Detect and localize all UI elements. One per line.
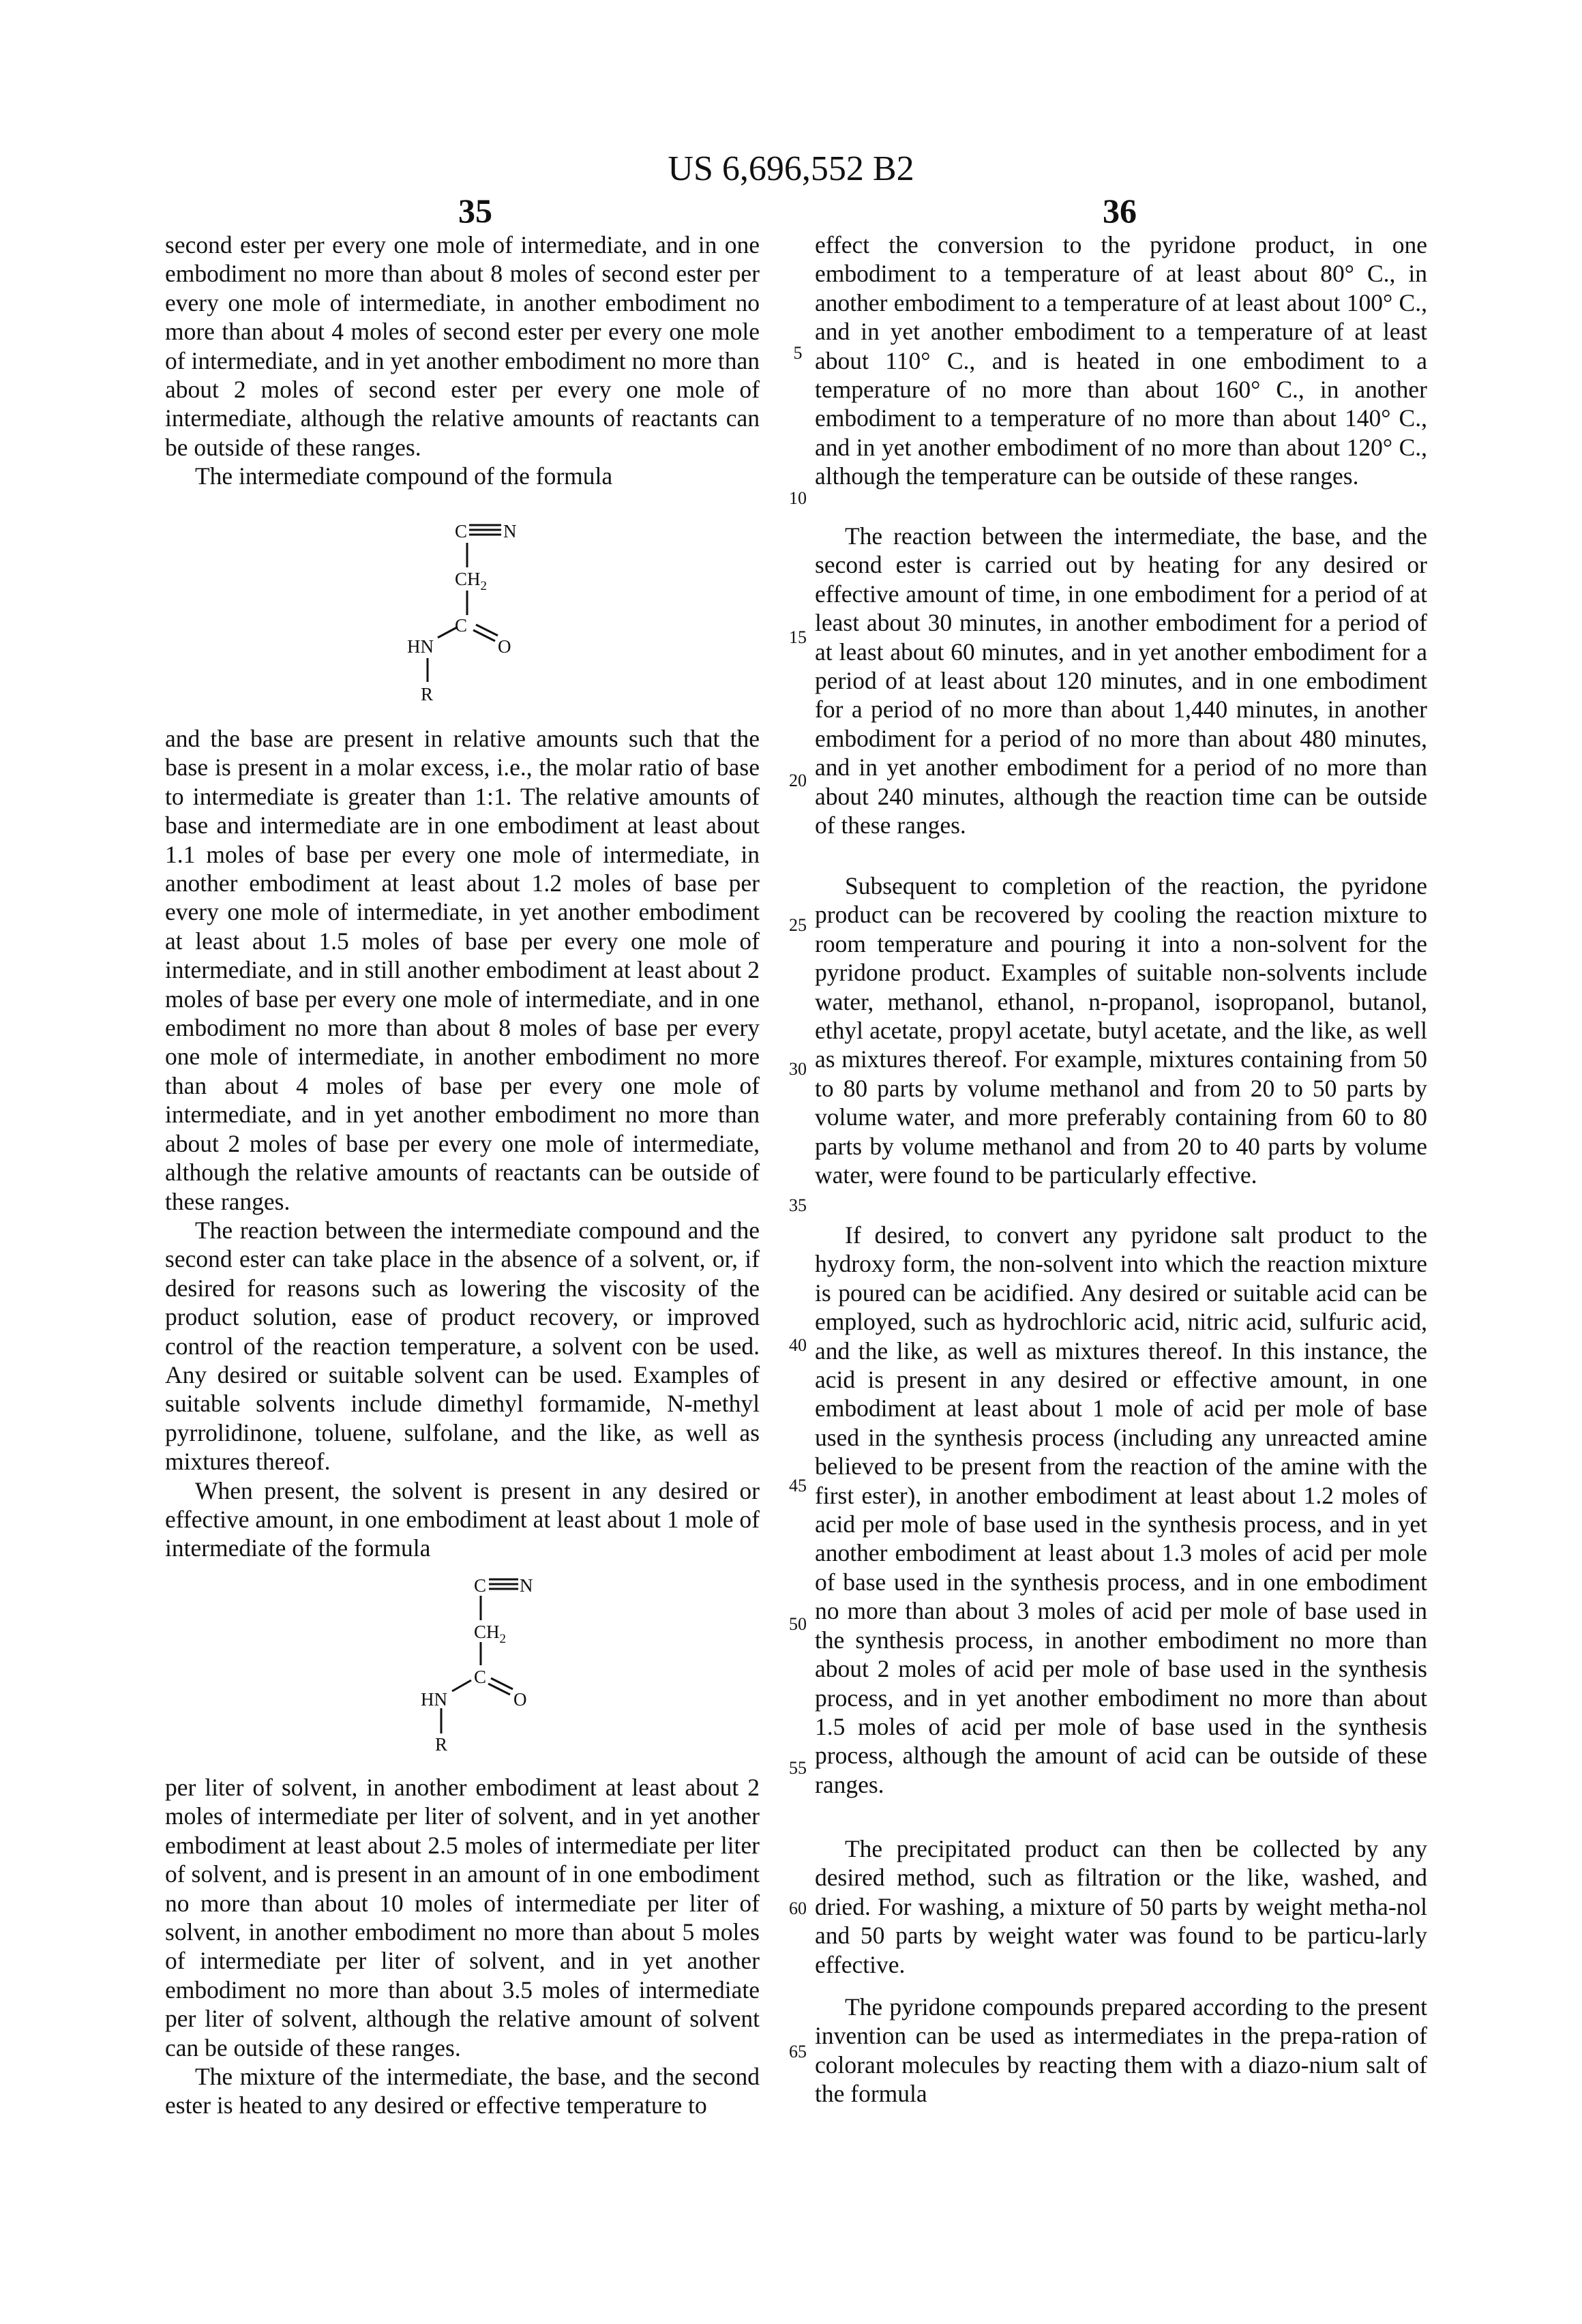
column-number-right: 36 xyxy=(1103,192,1137,230)
line-number: 30 xyxy=(789,1059,807,1079)
paragraph: The pyridone compounds prepared according to the present invention can be used as intermediates in the prepa-ration of colorant molecules by reacting them with a diazo-nium salt of the formula xyxy=(815,1993,1427,2108)
atom-label: C xyxy=(455,521,468,541)
line-number: 20 xyxy=(789,771,807,790)
atom-label: $CH_2$ xyxy=(474,1622,507,1646)
chemical-structure-intermediate-2 xyxy=(382,1528,600,1753)
line-number: 45 xyxy=(789,1476,807,1495)
line-number: 60 xyxy=(789,1898,807,1918)
line-number: 10 xyxy=(789,488,807,508)
atom-label: R xyxy=(421,684,434,704)
atom-label: O xyxy=(498,636,511,657)
atom-label: C xyxy=(455,615,468,636)
right-paragraph-6 xyxy=(815,1993,1427,2109)
atom-label: HN xyxy=(407,636,434,657)
patent-number: US 6,696,552 B2 xyxy=(668,149,914,188)
atom-label: N xyxy=(520,1575,533,1596)
line-number: 5 xyxy=(793,343,803,363)
line-number: 35 xyxy=(789,1195,807,1215)
line-number: 50 xyxy=(789,1614,807,1634)
atom-label: C xyxy=(474,1575,487,1596)
paragraph: The precipitated product can then be collected by any desired method, such as filtration or the like, washed, and dried. For washing, a mixture of 50 parts by weight metha-nol and 50 parts by weight water was found to be particu-larly effective. xyxy=(815,1835,1427,1978)
line-number: 25 xyxy=(789,915,807,935)
paragraph: The intermediate compound of the formula xyxy=(195,462,613,490)
line-number: 65 xyxy=(789,2042,807,2061)
chemical-structure-intermediate-1 xyxy=(382,491,600,716)
line-number: 55 xyxy=(789,1758,807,1778)
right-paragraph-1 xyxy=(815,230,1427,491)
paragraph: effect the conversion to the pyridone product, in one embodiment to a temperature of at least about 80° C., in another embodiment to a temperature of at least about 100° C., and in yet another embodiment to a temperature of at least about 110° C., and is heated in one embodiment to a temperature of no more than about 160° C., in another embodiment to a temperature of no more than about 140° C., and in yet another embodiment of no more than about 120° C., although the temperature can be outside of these ranges. xyxy=(815,231,1427,490)
left-text-block-3 xyxy=(165,1773,760,2120)
left-text-block-1 xyxy=(165,230,760,491)
right-paragraph-2 xyxy=(815,522,1427,839)
left-text-block-2 xyxy=(165,724,760,1563)
atom-label: O xyxy=(513,1689,527,1710)
paragraph: per liter of solvent, in another embodiment at least about 2 moles of intermediate per liter of solvent, and in yet another embodiment at least about 2.5 moles of intermediate per liter of solvent, and is present in an amount of in one embodiment no more than about 10 moles of intermediate per liter of solvent, in another embodiment no more than about 5 moles of intermediate per liter of solvent, and in yet another embodiment no more than about 3.5 moles of intermediate per liter of solvent, although the relative amount of solvent can be outside of these ranges. xyxy=(165,1774,760,2061)
paragraph: If desired, to convert any pyridone salt product to the hydroxy form, the non-solvent into which the reaction mixture is poured can be acidified. Any desired or suitable acid can be employed, such as hydrochloric acid, nitric acid, sulfuric acid, and the like, as well as mixtures thereof. In this instance, the acid is present in any desired or effective amount, in one embodiment at least about 1 mole of acid per mole of base used in the synthesis process (including any unreacted amine believed to be present from the reaction of the amine with the first ester), in another embodiment at least about 1.2 moles of acid per mole of base used in the synthesis process, and in yet another embodiment at least about 1.3 moles of acid per mole of base used in the synthesis process, and in one embodiment no more than about 3 moles of acid per mole of base used in the synthesis process, in another embodiment no more than about 2 moles of acid per mole of base used in the synthesis process, and in yet another embodiment no more than about 1.5 moles of acid per mole of base used in the synthesis process, although the amount of acid can be outside of these ranges. xyxy=(815,1221,1427,1798)
paragraph: The reaction between the intermediate, the base, and the second ester is carried out by heating for any desired or effective amount of time, in one embodiment for a period of at least about 30 minutes, in another embodiment for a period of at least about 60 minutes, and in yet another embodiment for a period of at least about 120 minutes, and in one embodiment for a period of no more than about 1,440 minutes, in another embodiment for a period of no more than about 480 minutes, and in yet another embodiment for a period of no more than about 240 minutes, although the reaction time can be outside of these ranges. xyxy=(815,522,1427,839)
atom-label: C xyxy=(474,1667,487,1687)
atom-label: HN xyxy=(421,1689,447,1710)
atom-label: N xyxy=(503,521,517,541)
right-paragraph-5 xyxy=(815,1834,1427,1979)
right-paragraph-4 xyxy=(815,1221,1427,1799)
paragraph: second ester per every one mole of intermediate, and in one embodiment no more than about 8 moles of second ester per every one mole of intermediate, in another embodiment no more than about 4 moles of second ester per every one mole of intermediate, and in yet another embodiment no more than about 2 moles of second ester per every one mole of intermediate, although the relative amounts of reactants can be outside of these ranges. xyxy=(165,231,760,461)
paragraph: The mixture of the intermediate, the base, and the second ester is heated to any desired or effective temperature to xyxy=(165,2063,760,2119)
paragraph: The reaction between the intermediate compound and the second ester can take place in the absence of a solvent, or, if desired for reasons such as lowering the viscosity of the product solution, ease of product recovery, or improved control of the reaction temperature, a solvent con be used. Any desired or suitable solvent can be used. Examples of suitable solvents include dimethyl formamide, N-methyl pyrrolidinone, toluene, sulfolane, and the like, as well as mixtures thereof. xyxy=(165,1216,760,1476)
column-number-left: 35 xyxy=(458,192,492,230)
line-number: 15 xyxy=(789,627,807,647)
paragraph: and the base are present in relative amounts such that the base is present in a molar excess, i.e., the molar ratio of base to intermediate is greater than 1:1. The relative amounts of base and intermediate are in one embodiment at least about 1.1 moles of base per every one mole of intermediate, in another embodiment at least about 1.2 moles of base per every one mole of intermediate, in yet another embodiment at least about 1.5 moles of base per every one mole of intermediate, and in still another embodiment at least about 2 moles of base per every one mole of intermediate, and in one embodiment no more than about 8 moles of base per every one mole of intermediate, in another embodiment no more than about 4 moles of base per every one mole of intermediate, and in yet another embodiment no more than about 2 moles of base per every one mole of intermediate, although the relative amounts of reactants can be outside of these ranges. xyxy=(165,725,760,1215)
paragraph: When present, the solvent is present in any desired or effective amount, in one embodiment at least about 1 mole of intermediate of the formula xyxy=(165,1476,760,1562)
right-paragraph-3 xyxy=(815,872,1427,1189)
atom-label: $CH_2$ xyxy=(455,569,488,593)
atom-label: R xyxy=(435,1734,448,1753)
line-number: 40 xyxy=(789,1335,807,1355)
paragraph: Subsequent to completion of the reaction, the pyridone product can be recovered by cooling the reaction mixture to room temperature and pouring it into a non-solvent for the pyridone product. Examples of suitable non-solvents include water, methanol, ethanol, n-propanol, isopropanol, butanol, ethyl acetate, propyl acetate, butyl acetate, and the like, as well as mixtures thereof. For example, mixtures containing from 50 to 80 parts by volume methanol and from 20 to 50 parts by volume water, and more preferably containing from 60 to 80 parts by volume methanol and from 20 to 40 parts by volume water, were found to be particularly effective. xyxy=(815,872,1427,1189)
